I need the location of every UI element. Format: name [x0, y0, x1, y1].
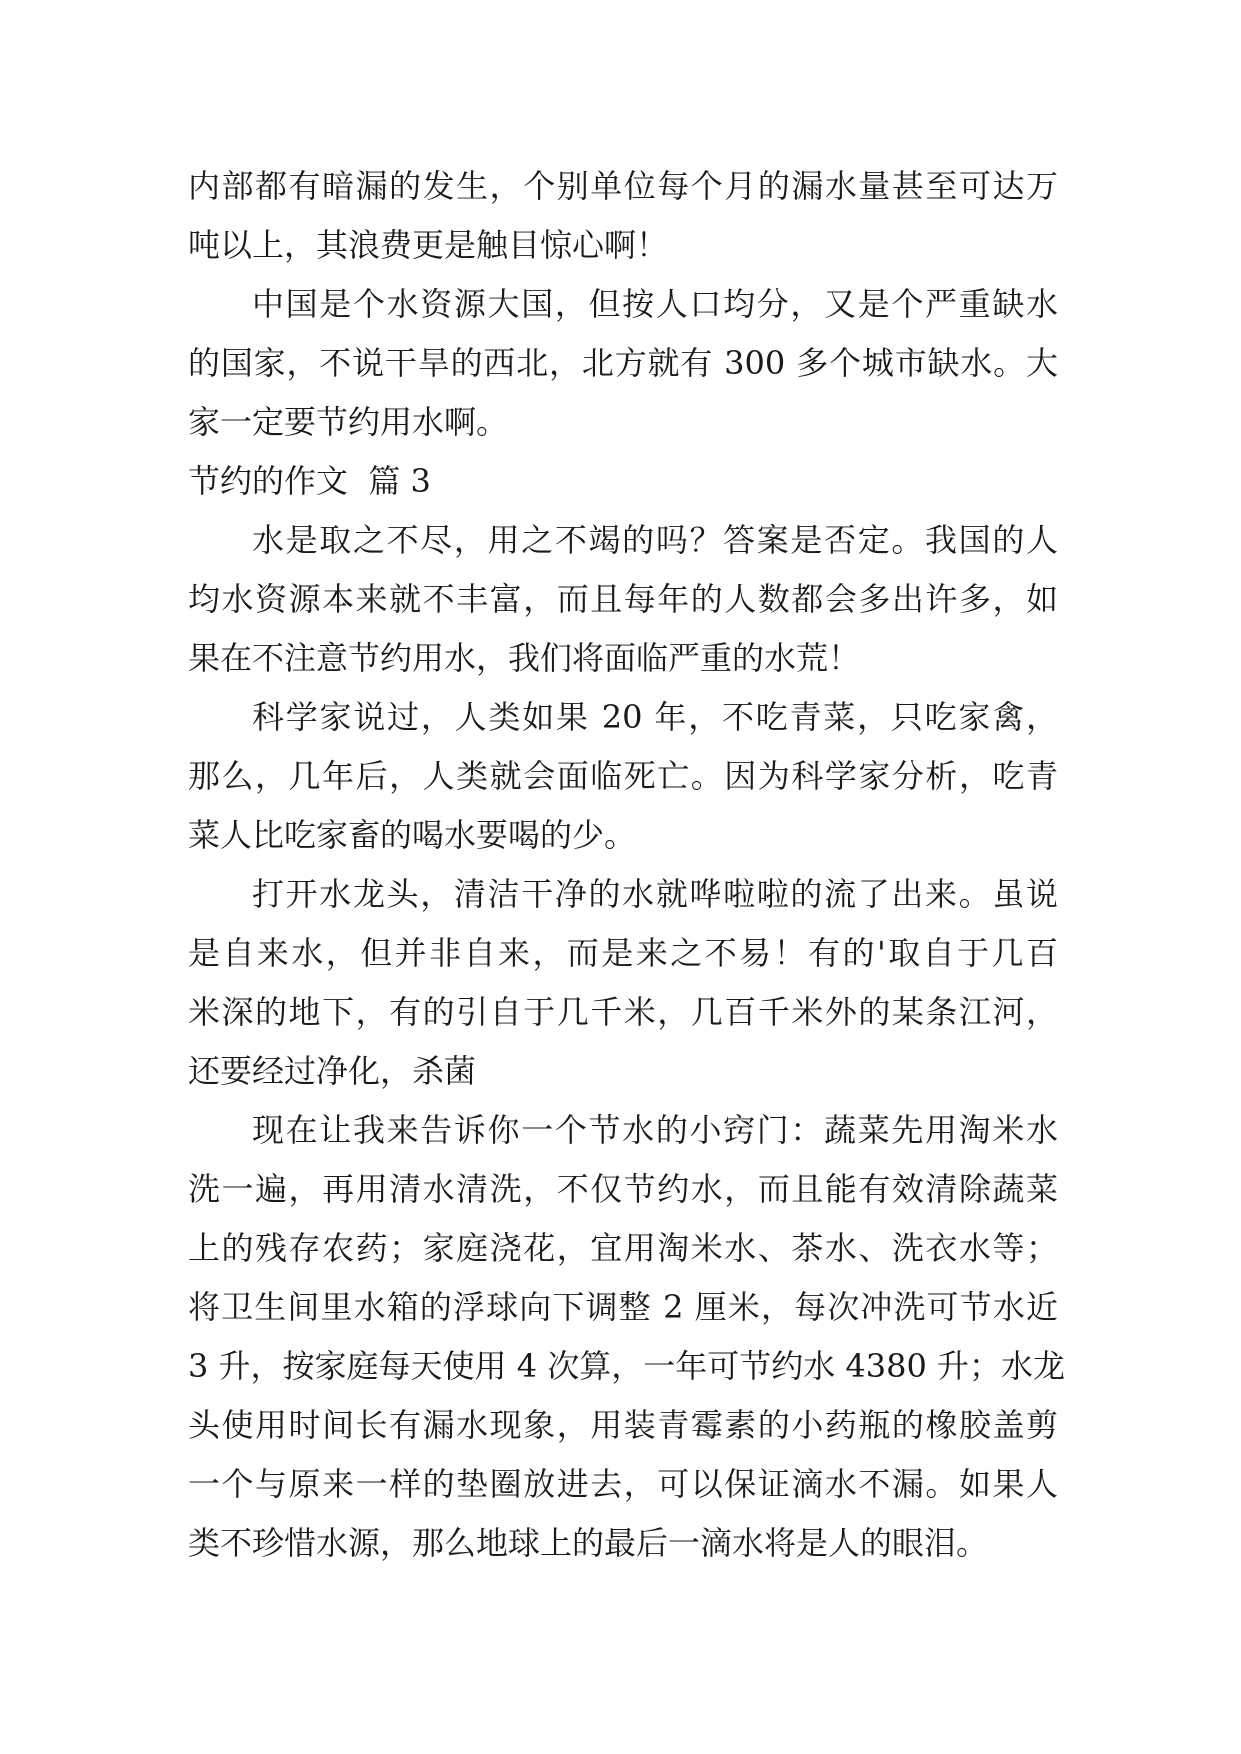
- paragraph: [188, 1101, 1066, 1573]
- text-line: 科学家说过，人类如果 20 年，不吃青菜，只吃家禽，: [252, 698, 1058, 736]
- section-heading: 节约的作文 篇 3: [188, 462, 431, 500]
- paragraph: [188, 511, 1058, 688]
- text-line: 均水资源本来就不丰富，而且每年的人数都会多出许多，如: [188, 580, 1058, 618]
- text-line: 一个与原来一样的垫圈放进去，可以保证滴水不漏。如果人: [188, 1465, 1058, 1503]
- text-line: 的国家，不说干旱的西北，北方就有 300 多个城市缺水。大: [188, 344, 1058, 382]
- text-line: 还要经过净化，杀菌: [188, 1052, 477, 1090]
- text-line: 上的残存农药；家庭浇花，宜用淘米水、茶水、洗衣水等；: [188, 1229, 1058, 1267]
- text-line: 吨以上，其浪费更是触目惊心啊！: [188, 226, 669, 264]
- paragraph: [188, 157, 1058, 275]
- paragraph: [188, 275, 1058, 452]
- paragraph: [188, 688, 1058, 865]
- document-body: [188, 157, 1066, 1573]
- text-line: 将卫生间里水箱的浮球向下调整 2 厘米，每次冲洗可节水近: [188, 1288, 1058, 1326]
- text-line: 内部都有暗漏的发生，个别单位每个月的漏水量甚至可达万: [188, 167, 1058, 205]
- text-line: 洗一遍，再用清水清洗，不仅节约水，而且能有效清除蔬菜: [188, 1170, 1058, 1208]
- text-line: 打开水龙头，清洁干净的水就哗啦啦的流了出来。虽说: [252, 875, 1058, 913]
- text-line: 那么，几年后，人类就会面临死亡。因为科学家分析，吃青: [188, 757, 1058, 795]
- text-line: 水是取之不尽，用之不竭的吗？答案是否定。我国的人: [252, 521, 1058, 559]
- text-line: 家一定要节约用水啊。: [188, 403, 509, 441]
- text-line: 现在让我来告诉你一个节水的小窍门：蔬菜先用淘米水: [252, 1111, 1058, 1149]
- text-line: 类不珍惜水源，那么地球上的最后一滴水将是人的眼泪。: [188, 1524, 989, 1562]
- text-line: 米深的地下，有的引自于几千米，几百千米外的某条江河，: [188, 993, 1058, 1031]
- text-line: 头使用时间长有漏水现象，用装青霉素的小药瓶的橡胶盖剪: [188, 1406, 1058, 1444]
- text-line: 是自来水，但并非自来，而是来之不易！有的'取自于几百: [188, 934, 1058, 972]
- text-line: 3 升，按家庭每天使用 4 次算，一年可节约水 4380 升；水龙: [188, 1347, 1066, 1385]
- text-line: 中国是个水资源大国，但按人口均分，又是个严重缺水: [252, 285, 1058, 323]
- paragraph: [188, 865, 1058, 1101]
- text-line: 果在不注意节约用水，我们将面临严重的水荒！: [188, 639, 861, 677]
- text-line: 菜人比吃家畜的喝水要喝的少。: [188, 816, 637, 854]
